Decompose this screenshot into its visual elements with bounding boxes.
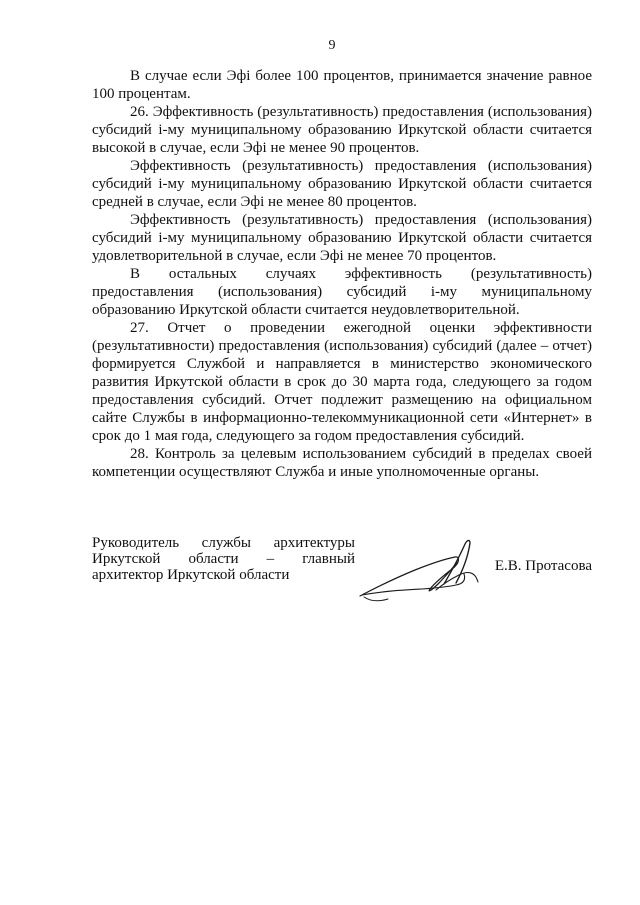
paragraph-27-report: 27. Отчет о проведении ежегодной оценки эффективности (результативности) предоставления (использования) субсидий (далее – отчет) формируется Службой и направляется в министерство экономического развития Иркутской области в срок до 30 марта года, следующего за годом предоставления субсидий. Отчет подлежит размещению на официальном сайте Службы в информационно-телекоммуникационной сети «Интернет» в срок до 1 мая года, следующего за годом предоставления субсидий. (92, 320, 592, 444)
paragraph-26-high-efficiency: 26. Эффективность (результативность) предоставления (использования) субсидий i-му муниципальному образованию Иркутской области считается высокой в случае, если Эфі не менее 90 процентов. (92, 104, 592, 156)
page-number: 9 (328, 38, 336, 53)
paragraph-percent-cap: В случае если Эфі более 100 процентов, принимается значение равное 100 процентам. (92, 68, 592, 102)
paragraph-unsatisfactory-efficiency: В остальных случаях эффективность (результативность) предоставления (использования) субсидий i-му муниципальному образованию Иркутской области считается неудовлетворительной. (92, 266, 592, 318)
paragraph-satisfactory-efficiency: Эффективность (результативность) предоставления (использования) субсидий i-му муниципальному образованию Иркутской области считается удовлетворительной в случае, если Эфі не менее 70 процентов. (92, 212, 592, 264)
paragraph-28-control: 28. Контроль за целевым использованием субсидий в пределах своей компетенции осуществляют Служба и иные уполномоченные органы. (92, 446, 592, 480)
signature-block (92, 535, 592, 645)
document-body (92, 67, 592, 481)
handwritten-signature (352, 535, 502, 610)
paragraph-medium-efficiency: Эффективность (результативность) предоставления (использования) субсидий i-му муниципальному образованию Иркутской области считается средней в случае, если Эфі не менее 80 процентов. (92, 158, 592, 210)
signer-title: Руководитель службы архитектуры Иркутской области – главный архитектор Иркутской области (92, 535, 355, 583)
signer-name: Е.В. Протасова (494, 558, 592, 574)
